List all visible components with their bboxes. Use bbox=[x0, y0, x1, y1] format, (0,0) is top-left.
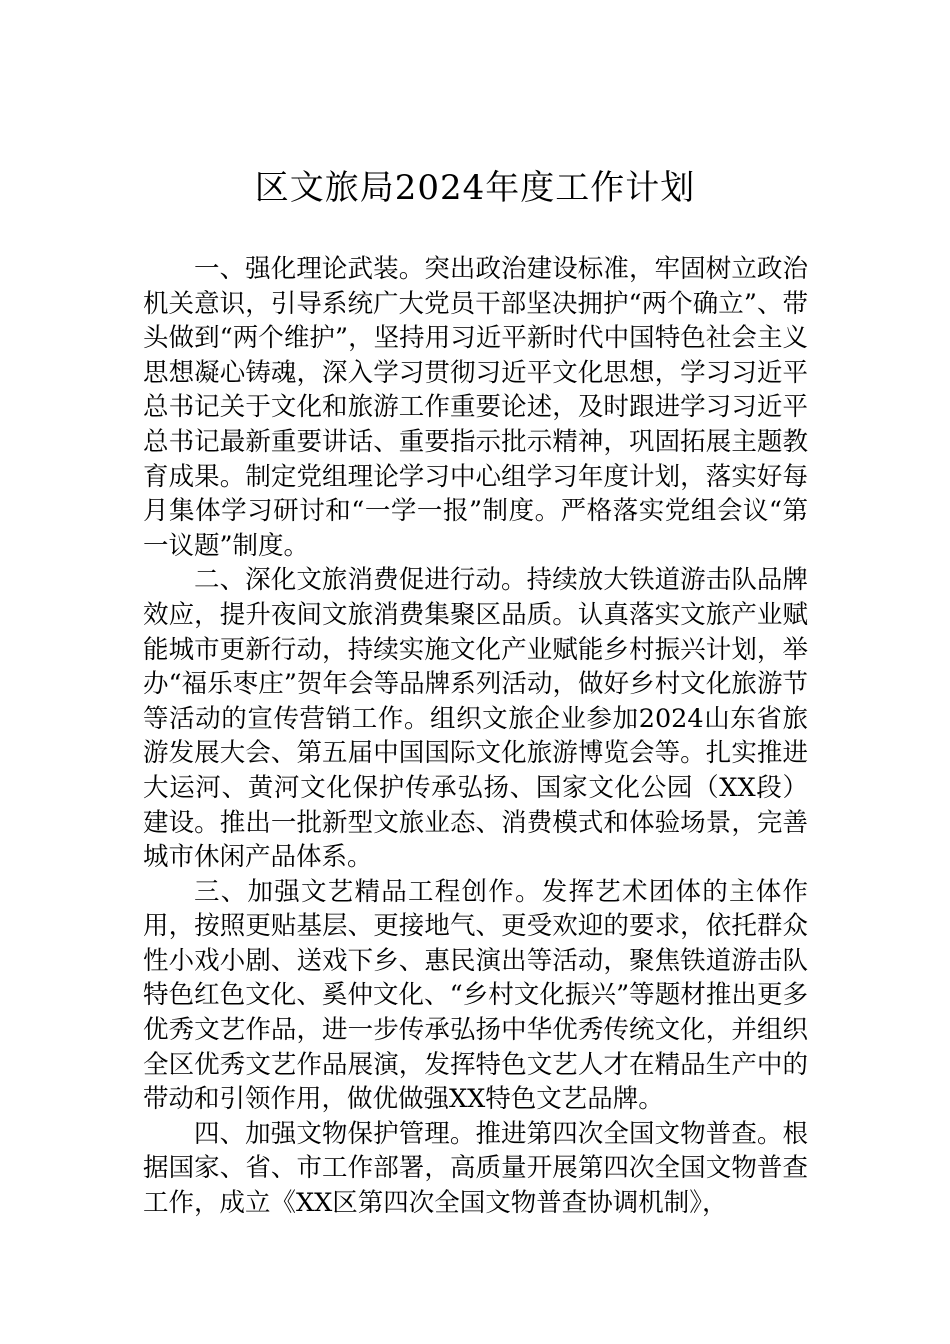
paragraph-tourism-consumption: 二、深化文旅消费促进行动。持续放大铁道游击队品牌效应，提升夜间文旅消费集聚区品质。认真落实文旅产业赋能城市更新行动，持续实施文化产业赋能乡村振兴计划，举办“福乐枣庄”贺年会等品牌系列活动，做好乡村文化旅游节等活动的宣传营销工作。组织文旅企业参加2024山东省旅游发展大会、第五届中国国际文化旅游博览会等。扎实推进大运河、黄河文化保护传承弘扬、国家文化公园（XX段）建设。推出一批新型文旅业态、消费模式和体验场景，完善城市休闲产品体系。 bbox=[143, 565, 808, 873]
document-title: 区文旅局2024年度工作计划 bbox=[254, 168, 696, 208]
paragraph-arts-creation: 三、加强文艺精品工程创作。发挥艺术团体的主体作用，按照更贴基层、更接地气、更受欢迎的要求，依托群众性小戏小剧、送戏下乡、惠民演出等活动，聚焦铁道游击队特色红色文化、奚仲文化、“乡村文化振兴”等题材推出更多优秀文艺作品，进一步传承弘扬中华优秀传统文化，并组织全区优秀文艺作品展演，发挥特色文艺人才在精品生产中的带动和引领作用，做优做强XX特色文艺品牌。 bbox=[143, 876, 808, 1115]
paragraph-relics-protection: 四、加强文物保护管理。推进第四次全国文物普查。根据国家、省、市工作部署，高质量开展第四次全国文物普查工作，成立《XX区第四次全国文物普查协调机制》， bbox=[143, 1118, 808, 1219]
document-body bbox=[143, 252, 808, 1221]
paragraph-theory: 一、强化理论武装。突出政治建设标准，牢固树立政治机关意识，引导系统广大党员干部坚决拥护“两个确立”、带头做到“两个维护”，坚持用习近平新时代中国特色社会主义思想凝心铸魂，深入学习贯彻习近平文化思想，学习习近平总书记关于文化和旅游工作重要论述，及时跟进学习习近平总书记最新重要讲话、重要指示批示精神，巩固拓展主题教育成果。制定党组理论学习中心组学习年度计划，落实好每月集体学习研讨和“一学一报”制度。严格落实党组会议“第一议题”制度。 bbox=[143, 254, 808, 561]
